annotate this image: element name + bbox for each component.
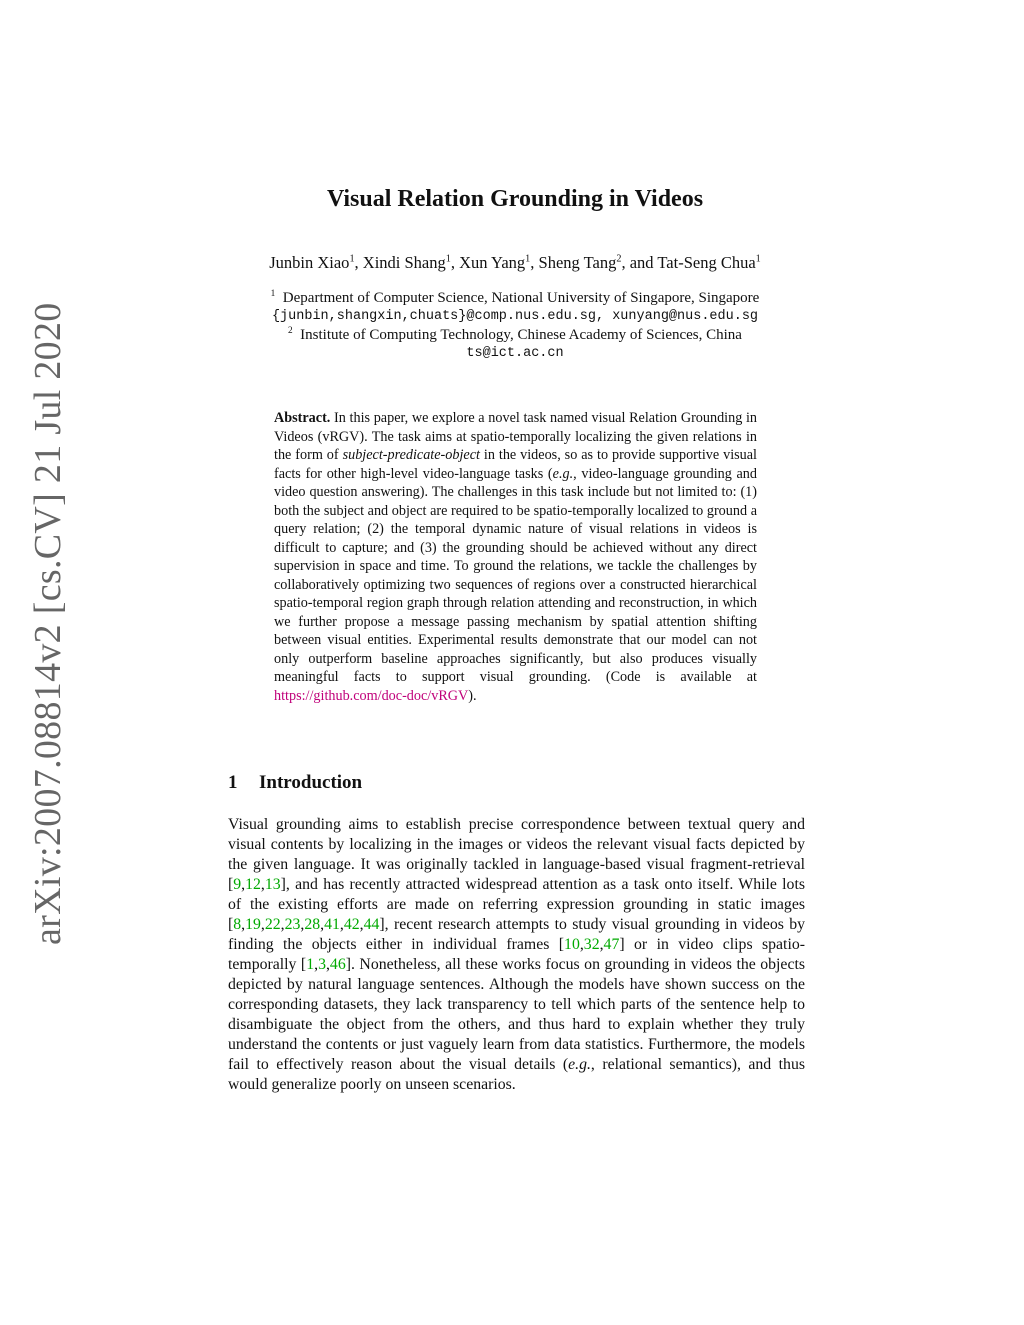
section-heading xyxy=(228,772,362,794)
citation-link[interactable]: 47 xyxy=(603,936,620,953)
author-name: Xun Yang xyxy=(459,253,526,272)
abstract: Abstract. In this paper, we explore a novel task named visual Relation Grounding in Videos (vRGV). The task aims at spatio-temporally localizing the given relations in the form of subject-predicate-object in the videos, so as to provide supportive visual facts for other high-level video-language tasks (e.g., video-language grounding and video question answering). The challenges in this task include but not limited to: (1) both the subject and object are required to be spatio-temporally localized to ground a query relation; (2) the temporal dynamic nature of visual relations in videos is difficult to capture; and (3) the grounding should be achieved without any direct supervision in space and time. To ground the relations, we tackle the challenges by collaboratively optimizing two sequences of regions over a constructed hierarchical spatio-temporal region graph through relation attending and reconstruction, in which we further propose a message passing mechanism by spatial attention shifting between visual entities. Experimental results demonstrate that our model can not only outperform baseline approaches significantly, but also produces visually meaningful facts to support visual grounding. (Code is available at https://github.com/doc-doc/vRGV). xyxy=(274,410,758,704)
affiliation-1-email: {junbin,shangxin,chuats}@comp.nus.edu.sg, xunyang@nus.edu.sg xyxy=(271,308,759,324)
affiliation-1: $^1$ Department of Computer Science, National University of Singapore, Singapore xyxy=(270,289,760,306)
affiliation-2-email: ts@ict.ac.cn xyxy=(466,345,564,361)
arxiv-identifier: arXiv:2007.08814v2 [cs.CV] 21 Jul 2020 xyxy=(27,302,69,945)
author-list: Junbin Xiao$^1$, Xindi Shang$^1$, Xun Yang$^1$, Sheng Tang$^2$, and Tat-Seng Chua$^1$ xyxy=(269,253,761,272)
author-affiliation-mark: 2 xyxy=(616,253,622,265)
author-affiliation-mark: 1 xyxy=(349,253,355,265)
citation-link[interactable]: 46 xyxy=(329,956,346,973)
citation-link[interactable]: 41 xyxy=(324,916,340,933)
citation-link[interactable]: 32 xyxy=(583,936,600,953)
citation-link[interactable]: 23 xyxy=(284,916,301,933)
citation-link[interactable]: 44 xyxy=(363,916,380,933)
intro-paragraph: Visual grounding aims to establish precise correspondence between textual query and visual contents by localizing in the images or videos the relevant visual facts depicted by the given language. It was originally tackled in language-based visual fragment-retrieval [9,12,13], and has recently attracted widespread attention as a task onto itself. While lots of the existing efforts are made on referring expression grounding in static images [8,19,22,23,28,41,42,44], recent research attempts to study visual grounding in videos by finding the objects either in individual frames [10,32,47] or in video clips spatio-temporally [1,3,46]. Nonetheless, all these works focus on grounding in videos the objects depicted by natural language sentences. Although the models have shown success on the corresponding datasets, they lack transparency to tell which parts of the sentence help to disambiguate the object from the others, and thus hard to explain whether they truly understand the contents or just vaguely learn from data statistics. Furthermore, the models fail to effectively reason about the visual details (e.g., relational semantics), and thus would generalize poorly on unseen scenarios. xyxy=(228,816,805,1093)
citation-link[interactable]: 19 xyxy=(245,916,261,933)
citation-link[interactable]: 42 xyxy=(343,916,360,933)
paper-title: Visual Relation Grounding in Videos xyxy=(326,186,704,212)
citation-link[interactable]: 28 xyxy=(304,916,321,933)
citation-link[interactable]: 9 xyxy=(233,876,242,893)
citation-link[interactable]: 22 xyxy=(264,916,281,933)
citation-link[interactable]: 13 xyxy=(264,876,281,893)
citation-link[interactable]: 1 xyxy=(306,956,315,973)
author-name: Tat-Seng Chua xyxy=(657,253,756,272)
author-affiliation-mark: 1 xyxy=(445,253,451,265)
author-affiliation-mark: 1 xyxy=(525,253,531,265)
citation-link[interactable]: 10 xyxy=(564,936,580,953)
citation-link[interactable]: 12 xyxy=(245,876,261,893)
affiliation-2: $^2$ Institute of Computing Technology, Chinese Academy of Sciences, China xyxy=(288,326,742,343)
section-title: Introduction xyxy=(259,772,363,793)
citation-link[interactable]: 8 xyxy=(233,916,242,933)
code-link[interactable]: https://github.com/doc-doc/vRGV xyxy=(274,687,469,704)
author-name: Sheng Tang xyxy=(538,253,617,272)
abstract-label: Abstract. xyxy=(274,410,331,426)
affiliations xyxy=(160,289,870,363)
author-affiliation-mark: 1 xyxy=(755,253,761,265)
section-number: 1 xyxy=(228,772,238,793)
author-name: Junbin Xiao xyxy=(269,253,350,272)
author-name: Xindi Shang xyxy=(362,253,446,272)
citation-link[interactable]: 3 xyxy=(318,956,326,973)
